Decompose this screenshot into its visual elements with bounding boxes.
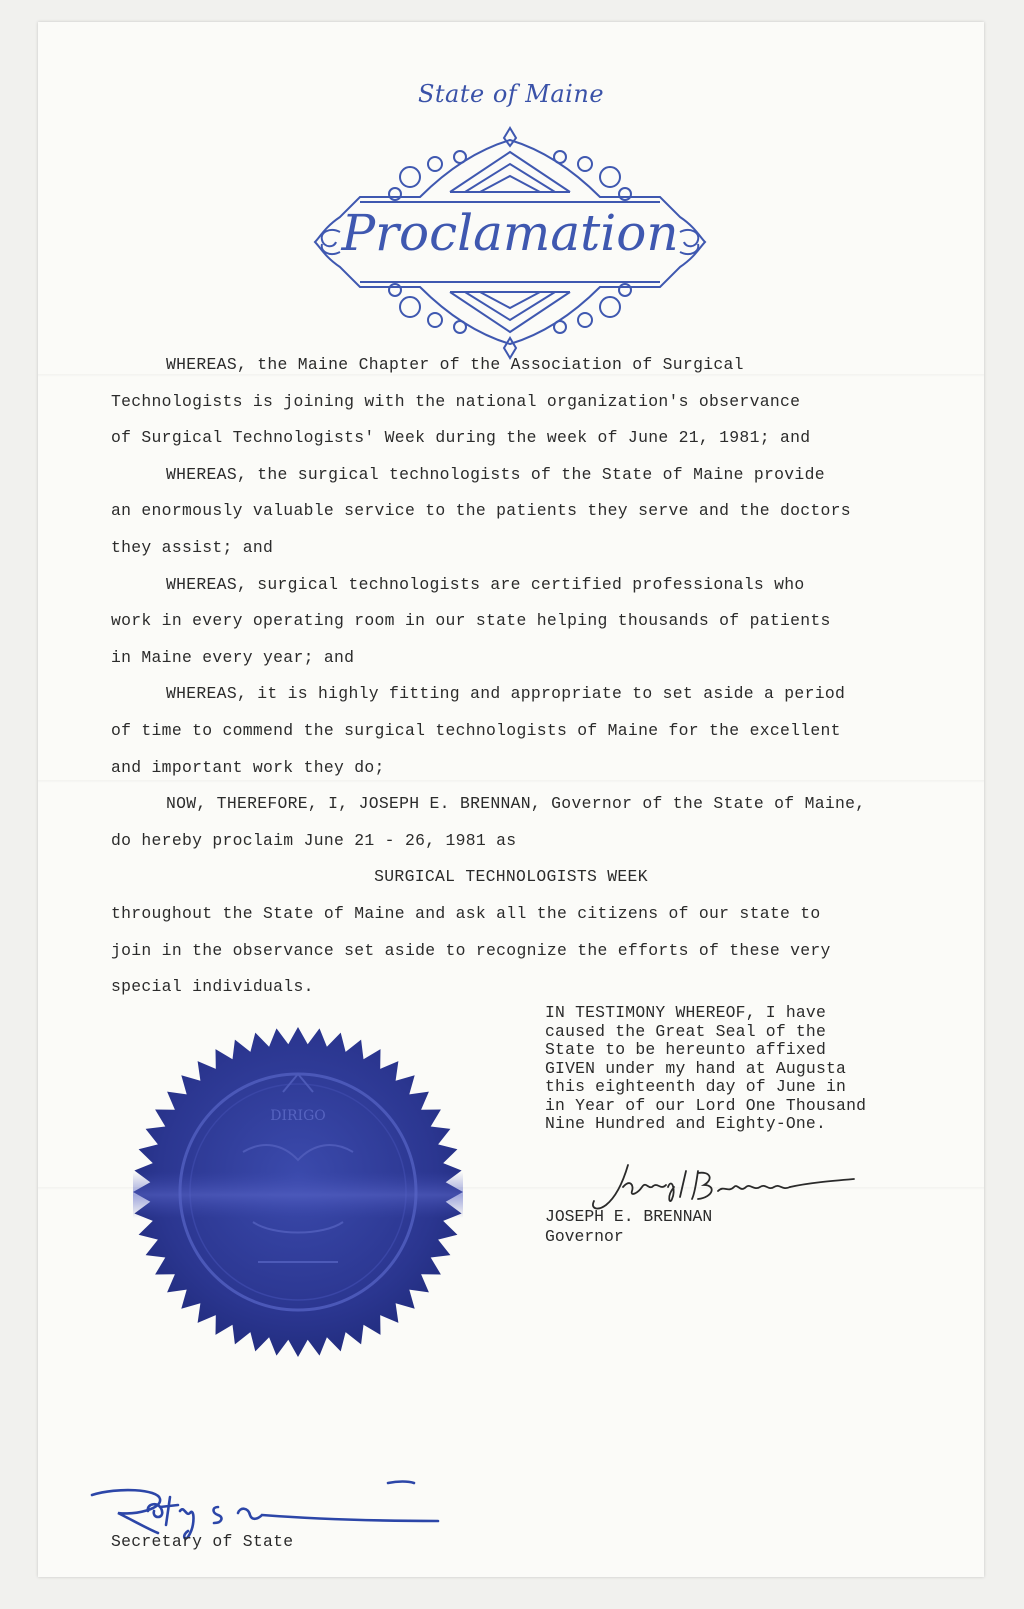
body-line: WHEREAS, surgical technologists are certified professionals who bbox=[166, 574, 805, 594]
body-line: of Surgical Technologists' Week during the week of June 21, 1981; and bbox=[111, 428, 811, 448]
body-line: WHEREAS, the surgical technologists of the State of Maine provide bbox=[166, 464, 825, 484]
body-line: an enormously valuable service to the patients they serve and the doctors bbox=[111, 501, 851, 521]
testimony-line: in Year of our Lord One Thousand bbox=[545, 1095, 867, 1115]
testimony-line: caused the Great Seal of the bbox=[545, 1021, 827, 1041]
body-line: WHEREAS, it is highly fitting and appropriate to set aside a period bbox=[166, 684, 846, 704]
state-title: State of Maine bbox=[417, 80, 605, 108]
body-line: WHEREAS, the Maine Chapter of the Association of Surgical bbox=[166, 355, 744, 374]
body-line: Technologists is joining with the national organization's observance bbox=[111, 391, 801, 411]
body-line: and important work they do; bbox=[111, 757, 385, 777]
body-line: of time to commend the surgical technologists of Maine for the excellent bbox=[111, 720, 841, 740]
body-line: join in the observance set aside to recognize the efforts of these very bbox=[111, 940, 831, 960]
body-line: they assist; and bbox=[111, 537, 274, 557]
testimony-line: IN TESTIMONY WHEREOF, I have bbox=[545, 1003, 827, 1022]
testimony-line: GIVEN under my hand at Augusta bbox=[545, 1058, 847, 1078]
proclamation-body bbox=[111, 347, 991, 1006]
governor-name: JOSEPH E. BRENNAN bbox=[545, 1207, 713, 1226]
seal-motto: DIRIGO bbox=[270, 1108, 326, 1124]
testimony-line: State to be hereunto affixed bbox=[545, 1040, 827, 1059]
proclamation-title: Proclamation bbox=[341, 204, 679, 262]
week-title: SURGICAL TECHNOLOGISTS WEEK bbox=[374, 867, 648, 887]
seal-icon bbox=[133, 1022, 463, 1362]
testimony-block bbox=[545, 1004, 945, 1134]
great-seal bbox=[133, 1022, 463, 1362]
testimony-line: Nine Hundred and Eighty-One. bbox=[545, 1114, 827, 1133]
secretary-label: Secretary of State bbox=[111, 1532, 294, 1551]
body-line: NOW, THEREFORE, I, JOSEPH E. BRENNAN, Governor of the State of Maine, bbox=[166, 794, 866, 814]
body-line: do hereby proclaim June 21 - 26, 1981 as bbox=[111, 830, 517, 850]
governor-title: Governor bbox=[545, 1227, 624, 1246]
body-line: special individuals. bbox=[111, 977, 314, 997]
proclamation-ornament bbox=[300, 122, 720, 362]
body-line: throughout the State of Maine and ask all the citizens of our state to bbox=[111, 903, 821, 923]
body-line: in Maine every year; and bbox=[111, 647, 355, 667]
testimony-line: this eighteenth day of June in bbox=[545, 1077, 847, 1096]
governor-block bbox=[545, 1207, 712, 1247]
proclamation-document bbox=[38, 22, 984, 1577]
body-line: work in every operating room in our state helping thousands of patients bbox=[111, 611, 831, 631]
